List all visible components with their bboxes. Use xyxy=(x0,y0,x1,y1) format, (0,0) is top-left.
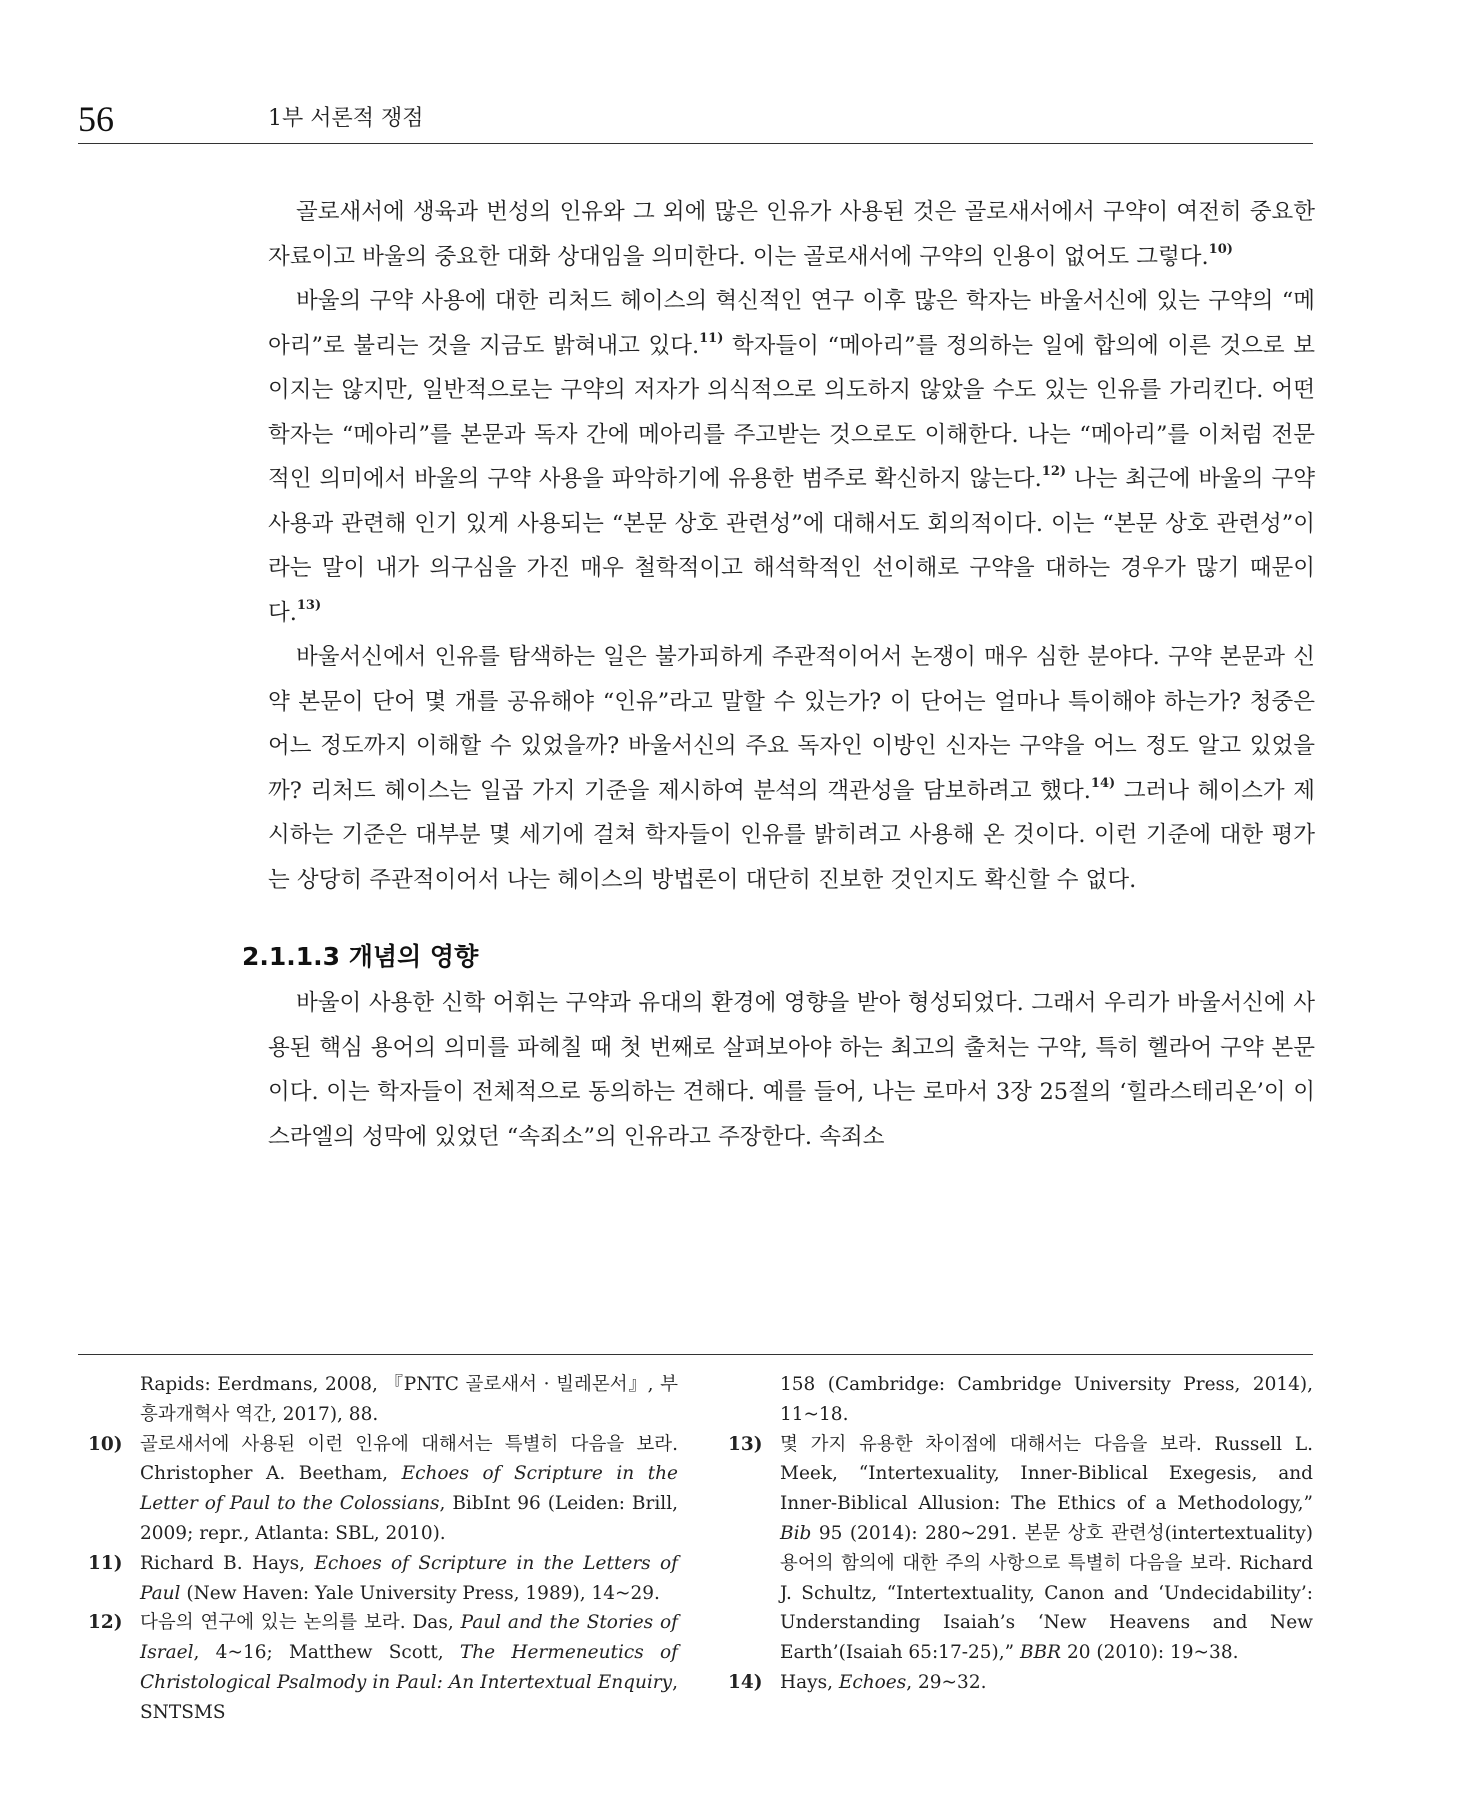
footnote-ref-13[interactable]: 13) xyxy=(296,597,322,613)
footnote-13-number: 13) xyxy=(728,1433,763,1455)
body-text xyxy=(242,190,1315,1159)
footnote-ref-14[interactable]: 14) xyxy=(1090,775,1116,791)
paragraph-1: 골로새서에 생육과 번성의 인유와 그 외에 많은 인유가 사용된 것은 골로새서에서 구약이 여전히 중요한 자료이고 바울의 중요한 대화 상대임을 의미한다. 이는 골로새서에 구약의 인용이 없어도 그렇다.$^{10)}$ xyxy=(268,199,1315,270)
footnote-12-continuation: 158 (Cambridge: Cambridge University Press, 2014), 11~18. xyxy=(780,1374,1313,1425)
footnote-11-number: 11) xyxy=(88,1552,123,1574)
page-header xyxy=(78,95,1313,144)
footnote-14: 14) Hays, Echoes, 29~32. xyxy=(742,1668,1313,1698)
paragraph-4: 바울이 사용한 신학 어휘는 구약과 유대의 환경에 영향을 받아 형성되었다. 그래서 우리가 바울서신에 사용된 핵심 용어의 의미를 파헤칠 때 첫 번째로 살펴보아야 하는 최고의 출처는 구약, 특히 헬라어 구약 본문이다. 이는 학자들이 전체적으로 동의하는 견해다. 예를 들어, 나는 로마서 3장 25절의 ‘힐라스테리온’이 이스라엘의 성막에 있었던 “속죄소”의 인유라고 주장한다. 속죄소 xyxy=(268,990,1315,1150)
footnote-13: 13) 몇 가지 유용한 차이점에 대해서는 다음을 보라. Russell L. Meek, “Intertexuality, Inner-Biblical Exegesis, and Inner-Biblical Allusion: The Ethics of a Methodology,” Bib 95 (2014): 280~291. 본문 상호 관련성(intertextuality) 용어의 함의에 대한 주의 사항으로 특별히 다음을 보라. Richard J. Schultz, “Intertextuality, Canon and ‘Undecidability’: Understanding Isaiah’s ‘New Heavens and New Earth’(Isaiah 65:17-25),” BBR 20 (2010): 19~38. xyxy=(742,1430,1313,1668)
footnote-11: 11) Richard B. Hays, Echoes of Scripture in the Letters of Paul (New Haven: Yale University Press, 1989), 14~29. xyxy=(102,1549,678,1609)
footnote-10-number: 10) xyxy=(88,1433,123,1455)
running-head: 1부 서론적 쟁점 xyxy=(268,106,424,131)
section-heading: 2.1.1.3 개념의 영향 xyxy=(242,942,479,971)
footnote-14-number: 14) xyxy=(728,1671,763,1693)
footnote-ref-12[interactable]: 12) xyxy=(1041,464,1067,479)
footnote-continuation: Rapids: Eerdmans, 2008, 『PNTC 골로새서 · 빌레몬서』, 부흥과개혁사 역간, 2017), 88. xyxy=(140,1374,678,1425)
footnote-10: 10) 골로새서에 사용된 이런 인유에 대해서는 특별히 다음을 보라. Christopher A. Beetham, Echoes of Scripture in the Letter of Paul to the Colossians, BibInt 96 (Leiden: Brill, 2009; repr., Atlanta: SBL, 2010). xyxy=(102,1430,678,1549)
footnote-12-number: 12) xyxy=(88,1612,123,1634)
footnote-divider xyxy=(78,1354,1313,1355)
footnote-12: 12) 다음의 연구에 있는 논의를 보라. Das, Paul and the Stories of Israel, 4~16; Matthew Scott, The Hermeneutics of Christological Psalmody in Paul: An Intertextual Enquiry, SNTSMS xyxy=(102,1608,678,1727)
footnote-ref-10[interactable]: 10) xyxy=(1208,241,1233,257)
page-number: 56 xyxy=(78,99,114,139)
paragraph-3: 바울서신에서 인유를 탐색하는 일은 불가피하게 주관적이어서 논쟁이 매우 심한 분야다. 구약 본문과 신약 본문이 단어 몇 개를 공유해야 “인유”라고 말할 수 있는가? 이 단어는 얼마나 특이해야 하는가? 청중은 어느 정도까지 이해할 수 있었을까? 바울서신의 주요 독자인 이방인 신자는 구약을 어느 정도 알고 있었을까? 리처드 헤이스는 일곱 가지 기준을 제시하여 분석의 객관성을 담보하려고 했다.$^{14)}$ 그러나 헤이스가 제시하는 기준은 대부분 몇 세기에 걸쳐 학자들이 인유를 밝히려고 사용해 온 것이다. 이런 기준에 대한 평가는 상당히 주관적이어서 나는 헤이스의 방법론이 대단히 진보한 것인지도 확신할 수 없다. xyxy=(268,644,1315,893)
footnotes-left-column xyxy=(88,1370,678,1728)
footnotes-right-column xyxy=(728,1370,1313,1698)
footnote-ref-11[interactable]: 11) xyxy=(699,330,724,346)
paragraph-2: 바울의 구약 사용에 대한 리처드 헤이스의 혁신적인 연구 이후 많은 학자는 바울서신에 있는 구약의 “메아리”로 불리는 것을 지금도 밝혀내고 있다.$^{11)}$ 학자들이 “메아리”를 정의하는 일에 합의에 이른 것으로 보이지는 않지만, 일반적으로는 구약의 저자가 의식적으로 의도하지 않았을 수도 있는 인유를 가리킨다. 어떤 학자는 “메아리”를 본문과 독자 간에 메아리를 주고받는 것으로도 이해한다. 나는 “메아리”를 이처럼 전문적인 의미에서 바울의 구약 사용을 파악하기에 유용한 범주로 확신하지 않는다.$^{12)}$ 나는 최근에 바울의 구약 사용과 관련해 인기 있게 사용되는 “본문 상호 관련성”에 대해서도 회의적이다. 이는 “본문 상호 관련성”이라는 말이 내가 의구심을 가진 매우 철학적이고 해석학적인 선이해로 구약을 대하는 경우가 많기 때문이다.$^{13)}$ xyxy=(268,288,1315,626)
